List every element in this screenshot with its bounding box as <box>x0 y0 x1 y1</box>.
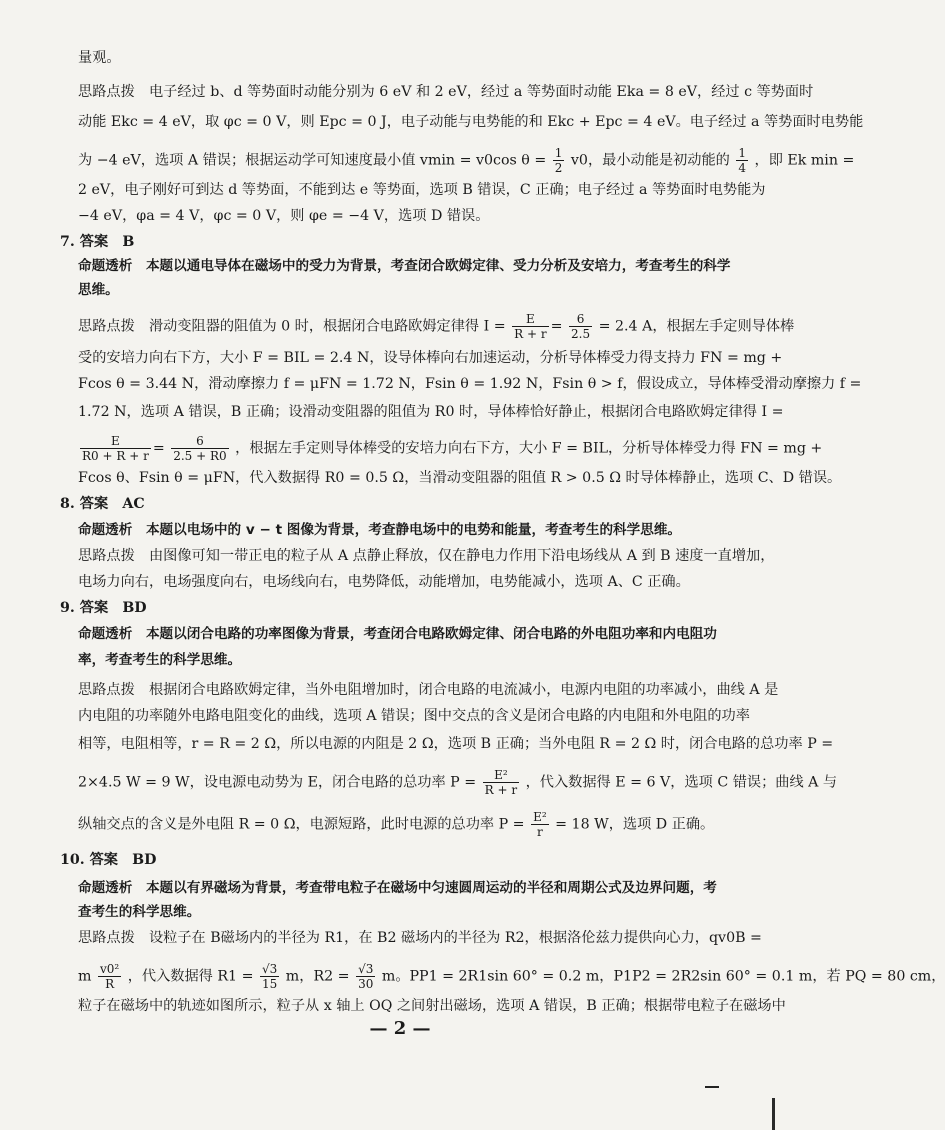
text-line: 粒子在磁场中的轨迹如图所示，粒子从 x 轴上 OQ 之间射出磁场，选项 A 错误，B 正确；根据带电粒子在磁场中 <box>78 998 786 1014</box>
text-line: 纵轴交点的含义是外电阻 R = 0 Ω，电源短路，此时电源的总功率 P = $\frac{\text{E²}}{r}$ = 18 W，选项 D 正确。 <box>78 810 715 839</box>
fraction: $\frac{E}{R + r}$ <box>514 312 547 341</box>
text-line: 思路点拨 由图像可知一带正电的粒子从 A 点静止释放，仅在静电力作用下沿电场线从 A 到 B 速度一直增加， <box>78 548 775 564</box>
page-number: — 2 — <box>369 1018 431 1039</box>
text-line: 受的安培力向右下方，大小 F = BIL = 2.4 N，设导体棒向右加速运动，分析导体棒受力得支持力 FN = mg + <box>78 350 783 366</box>
text-line: 思路点拨 设粒子在 B磁场内的半径为 R1，在 B2 磁场内的半径为 R2，根据洛伦兹力提供向心力，qv0B = <box>78 930 762 946</box>
text-line: 思路点拨 滑动变阻器的阻值为 0 时，根据闭合电路欧姆定律得 I = $\frac{E}{R + r}$ = $\frac{6}{2.5}$ = 2.4 A，根据左手定则导体棒 <box>78 312 795 341</box>
scan-edge <box>772 1098 775 1130</box>
fraction: $\frac{√3}{30}$ <box>358 962 374 991</box>
text-line: 为 −4 eV，选项 A 错误；根据运动学可知速度最小值 vmin = v0cos θ = $\frac{1}{2}$ v0，最小动能是初动能的 $\frac{1}{4}$ ，即 Ek min = <box>78 146 855 175</box>
fraction: $\frac{\text{E²}}{R + r}$ <box>484 768 518 797</box>
fraction: $\frac{√3}{15}$ <box>262 962 278 991</box>
text-line: 命题透析 本题以通电导体在磁场中的受力为背景，考查闭合欧姆定律、受力分析及安培力，考查考生的科学 <box>78 258 731 274</box>
text-line: 2×4.5 W = 9 W，设电源电动势为 E，闭合电路的总功率 P = $\frac{\text{E²}}{R + r}$ ，代入数据得 E = 6 V，选项 C 错误；曲线 A 与 <box>78 768 838 797</box>
text-line: Fcos θ = 3.44 N，滑动摩擦力 f = μFN = 1.72 N，Fsin θ = 1.92 N，Fsin θ > f，假设成立，导体棒受滑动摩擦力 f = <box>78 376 862 392</box>
fraction: $\frac{6}{2.5 + R0}$ <box>173 434 227 463</box>
text-line: Fcos θ、Fsin θ = μFN，代入数据得 R0 = 0.5 Ω，当滑动变阻器的阻值 R > 0.5 Ω 时导体棒静止，选项 C、D 错误。 <box>78 470 842 486</box>
fraction: $\frac{1}{4}$ <box>738 146 746 175</box>
text-line: 2 eV，电子刚好可到达 d 等势面，不能到达 e 等势面，选项 B 错误，C 正确；电子经过 a 等势面时电势能为 <box>78 182 766 198</box>
answer-heading: 10. 答案 BD <box>60 852 157 868</box>
text-line: 思维。 <box>78 282 119 298</box>
text-line: 思路点拨 根据闭合电路欧姆定律，当外电阻增加时，闭合电路的电流减小，电源内电阻的功率减小，曲线 A 是 <box>78 682 779 698</box>
fraction: $\frac{6}{2.5}$ <box>571 312 591 341</box>
text-line: m $\frac{\text{v0²}}{R}$ ，代入数据得 R1 = $\frac{√3}{15}$ m，R2 = $\frac{√3}{30}$ m。PP1 = 2R1sin 60° = 0.2 m，P1P2 = 2R2sin 60° = 0.1 m，若 PQ = 80 cm， <box>78 962 945 991</box>
answer-heading: 9. 答案 BD <box>60 600 147 616</box>
margin-mark <box>705 1086 719 1088</box>
fraction: $\frac{\text{v0²}}{R}$ <box>99 962 120 991</box>
text-line: 命题透析 本题以电场中的 v − t 图像为背景，考查静电场中的电势和能量，考查考生的科学思维。 <box>78 522 682 538</box>
text-line: 动能 Ekc = 4 eV，取 φc = 0 V，则 Epc = 0 J，电子动能与电势能的和 Ekc + Epc = 4 eV。电子经过 a 等势面时电势能 <box>78 114 864 130</box>
fraction: $\frac{E}{R0 + R + r}$ <box>82 434 149 463</box>
text-line: 内电阻的功率随外电路电阻变化的曲线，选项 A 错误；图中交点的含义是闭合电路的内电阻和外电阻的功率 <box>78 708 750 724</box>
text-line: 查考生的科学思维。 <box>78 904 201 920</box>
answer-heading: 8. 答案 AC <box>60 496 145 512</box>
text-line: 命题透析 本题以闭合电路的功率图像为背景，考查闭合电路欧姆定律、闭合电路的外电阻功率和内电阻功 <box>78 626 717 642</box>
text-line: $\frac{E}{R0 + R + r}$ = $\frac{6}{2.5 + R0}$ ，根据左手定则导体棒受的安培力向右下方，大小 F = BIL，分析导体棒受力得 FN = mg + <box>82 434 823 463</box>
text-line: 1.72 N，选项 A 错误，B 正确；设滑动变阻器的阻值为 R0 时，导体棒恰好静止，根据闭合电路欧姆定律得 I = <box>78 404 784 420</box>
text-line: 命题透析 本题以有界磁场为背景，考查带电粒子在磁场中匀速圆周运动的半径和周期公式及边界问题，考 <box>78 880 717 896</box>
text-line: 电场力向右，电场强度向右，电场线向右，电势降低，动能增加，电势能减小，选项 A、C 正确。 <box>78 574 690 590</box>
fraction: $\frac{1}{2}$ <box>554 146 563 175</box>
text-line: 率，考查考生的科学思维。 <box>78 652 242 668</box>
text-line: 相等，电阻相等，r = R = 2 Ω，所以电源的内阻是 2 Ω，选项 B 正确；当外电阻 R = 2 Ω 时，闭合电路的总功率 P = <box>78 736 834 752</box>
answer-heading: 7. 答案 B <box>60 234 135 250</box>
text-line: 思路点拨 电子经过 b、d 等势面时动能分别为 6 eV 和 2 eV，经过 a 等势面时动能 Eka = 8 eV，经过 c 等势面时 <box>78 84 814 100</box>
text-line: −4 eV，φa = 4 V，φc = 0 V，则 φe = −4 V，选项 D 错误。 <box>78 208 490 224</box>
fraction: $\frac{\text{E²}}{r}$ <box>533 810 547 839</box>
text-line: 量观。 <box>78 50 121 66</box>
